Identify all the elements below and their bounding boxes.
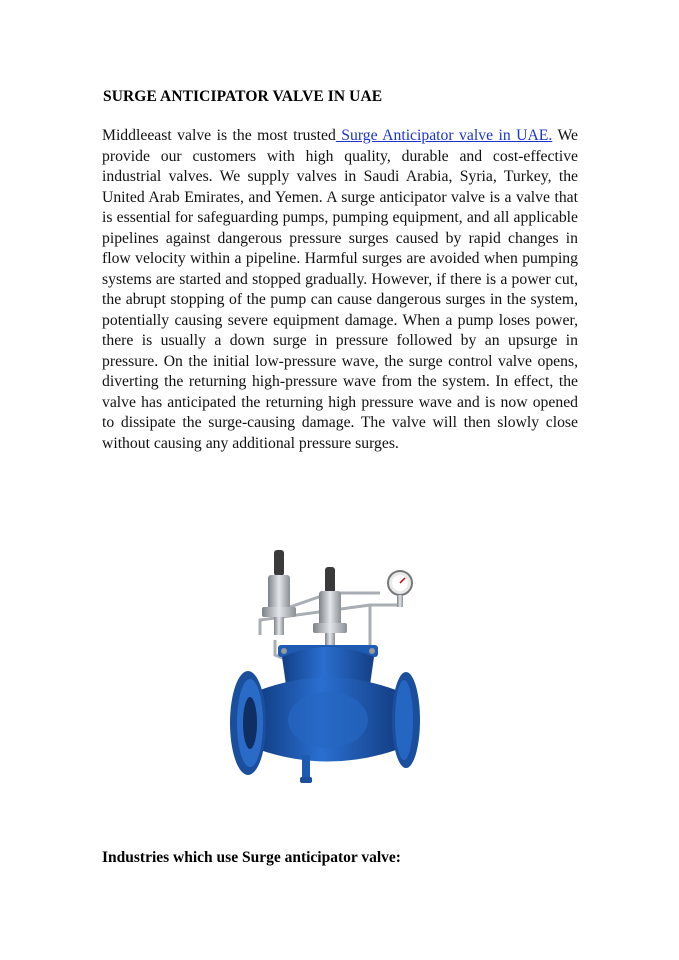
page-title: SURGE ANTICIPATOR VALVE IN UAE [103,88,383,105]
right-flange [392,672,420,768]
left-pilot-control [262,550,296,635]
surge-anticipator-valve-image [220,545,420,800]
paragraph-intro-text: Middleeast valve is the most trusted [102,127,336,144]
middle-pilot-control [313,567,347,647]
paragraph-body-text: We provide our customers with high quality, durable and cost-effective industrial valves. We supply valves in Saudi Arabia, Syria, Turkey, the United Arab Emirates, and Yemen. A surge anticipator valve is a valve that is essential for safeguarding pumps, pumping equipment, and all applicable pipelines against dangerous pressure surges caused by rapid changes in flow velocity within a pipeline. Harmful surges are avoided when pumping systems are started and stopped gradually. However, if there is a power cut, the abrupt stopping of the pump can cause dangerous surges in the system, potentially causing severe equipment damage. When a pump loses power, there is usually a down surge in pressure followed by an upsurge in pressure. On the initial low-pressure wave, the surge control valve opens, diverting the returning high-pressure wave from the system. In effect, the valve has anticipated the returning high pressure wave and is now opened to dissipate the surge-causing damage. The valve will then slowly close without causing any additional pressure surges. [102,127,578,452]
surge-anticipator-link[interactable]: Surge Anticipator valve in UAE. [335,127,553,144]
industries-subheading: Industries which use Surge anticipator valve: [102,849,401,866]
pressure-gauge-icon [388,571,412,607]
intro-paragraph [102,126,578,454]
left-flange [230,671,266,775]
valve-body [260,678,396,762]
